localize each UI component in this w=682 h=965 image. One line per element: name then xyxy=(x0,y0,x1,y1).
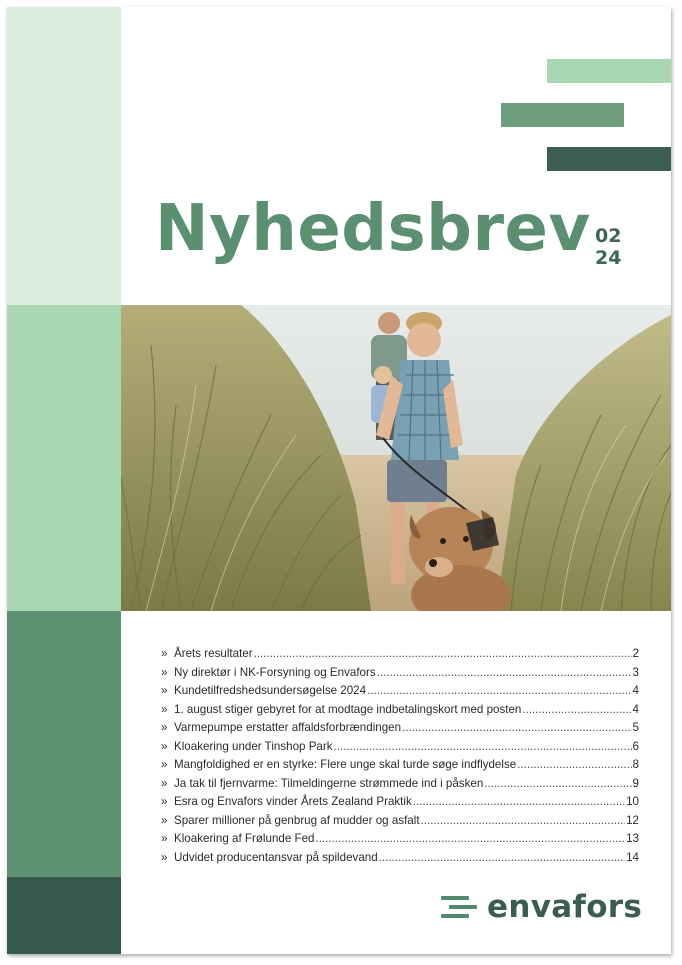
newsletter-cover xyxy=(7,7,671,954)
toc-page: 8 xyxy=(632,758,639,771)
toc-entry[interactable] xyxy=(161,701,639,720)
toc-leader xyxy=(421,812,626,831)
toc-page: 4 xyxy=(632,684,639,697)
toc-bullet: » xyxy=(161,739,168,753)
toc-title: Esra og Envafors vinder Årets Zealand Praktik xyxy=(174,795,412,808)
toc-title: Kundetilfredshedsundersøgelse 2024 xyxy=(174,684,367,697)
color-band-light xyxy=(7,7,121,305)
issue-year-value: 24 xyxy=(595,247,622,269)
color-band-mid xyxy=(7,611,121,877)
toc-entry[interactable] xyxy=(161,849,639,868)
cover-title: Nyhedsbrev xyxy=(155,192,591,266)
toc-entry[interactable] xyxy=(161,719,639,738)
toc-title: Ja tak til fjernvarme: Tilmeldingerne strømmede ind i påsken xyxy=(174,776,484,790)
toc-page: 3 xyxy=(632,665,639,679)
toc-leader xyxy=(315,830,625,849)
decor-stripe-top xyxy=(547,59,671,83)
toc-leader xyxy=(402,719,631,738)
toc-page: 4 xyxy=(632,702,639,716)
toc-bullet: » xyxy=(161,850,168,864)
decor-stripe-middle xyxy=(501,103,624,127)
toc-bullet: » xyxy=(161,721,168,734)
toc-leader xyxy=(334,738,632,757)
beach-family-image xyxy=(121,305,671,611)
toc-entry[interactable] xyxy=(161,756,639,775)
toc-entry[interactable] xyxy=(161,682,639,701)
brand-name: envafors xyxy=(487,889,643,925)
toc-page: 2 xyxy=(632,647,639,660)
toc-leader xyxy=(254,645,632,664)
toc-title: 1. august stiger gebyret for at modtage indbetalingskort med posten xyxy=(174,702,522,716)
toc-bullet: » xyxy=(161,665,168,679)
toc-title: Udvidet producentansvar på spildevand xyxy=(174,850,378,864)
toc-page: 12 xyxy=(626,813,639,827)
issue-number xyxy=(595,225,621,269)
toc-title: Mangfoldighed er en styrke: Flere unge skal turde søge indflydelse xyxy=(174,758,517,771)
envafors-stripes-icon xyxy=(441,896,477,918)
toc-entry[interactable] xyxy=(161,775,639,794)
toc-title: Varmepumpe erstatter affaldsforbrændingen xyxy=(174,721,402,734)
brand-logo xyxy=(441,889,642,925)
toc-bullet: » xyxy=(161,776,168,790)
color-band-mint xyxy=(7,305,121,611)
toc-title: Årets resultater xyxy=(174,647,253,660)
toc-entry[interactable] xyxy=(161,645,639,664)
toc-page: 6 xyxy=(632,739,639,753)
toc-entry[interactable] xyxy=(161,664,639,683)
toc-leader xyxy=(413,793,625,812)
toc-leader xyxy=(367,682,631,701)
toc-leader xyxy=(517,756,631,775)
toc-title: Kloakering under Tinshop Park xyxy=(174,739,333,753)
toc-bullet: » xyxy=(161,832,168,845)
toc-bullet: » xyxy=(161,647,168,660)
decor-stripe-bottom xyxy=(547,147,671,171)
toc-entry[interactable] xyxy=(161,793,639,812)
toc-title: Sparer millioner på genbrug af mudder og asfalt xyxy=(174,813,420,827)
issue-number-value: 02 xyxy=(595,225,622,247)
toc-leader xyxy=(379,849,625,868)
toc-bullet: » xyxy=(161,702,168,716)
toc-bullet: » xyxy=(161,758,168,771)
toc-entry[interactable] xyxy=(161,738,639,757)
toc-bullet: » xyxy=(161,795,168,808)
toc-leader xyxy=(522,701,631,720)
toc-bullet: » xyxy=(161,813,168,827)
toc-page: 9 xyxy=(632,776,639,790)
toc-entry[interactable] xyxy=(161,812,639,831)
toc-leader xyxy=(484,775,631,794)
table-of-contents xyxy=(161,645,639,867)
toc-page: 13 xyxy=(626,832,639,845)
cover-photo xyxy=(121,305,671,611)
toc-entry[interactable] xyxy=(161,830,639,849)
color-band-dark xyxy=(7,877,121,954)
toc-title: Ny direktør i NK-Forsyning og Envafors xyxy=(174,665,376,679)
toc-page: 14 xyxy=(626,850,639,864)
toc-page: 5 xyxy=(632,721,639,734)
toc-leader xyxy=(377,664,632,683)
toc-title: Kloakering af Frølunde Fed xyxy=(174,832,315,845)
toc-bullet: » xyxy=(161,684,168,697)
toc-page: 10 xyxy=(626,795,639,808)
